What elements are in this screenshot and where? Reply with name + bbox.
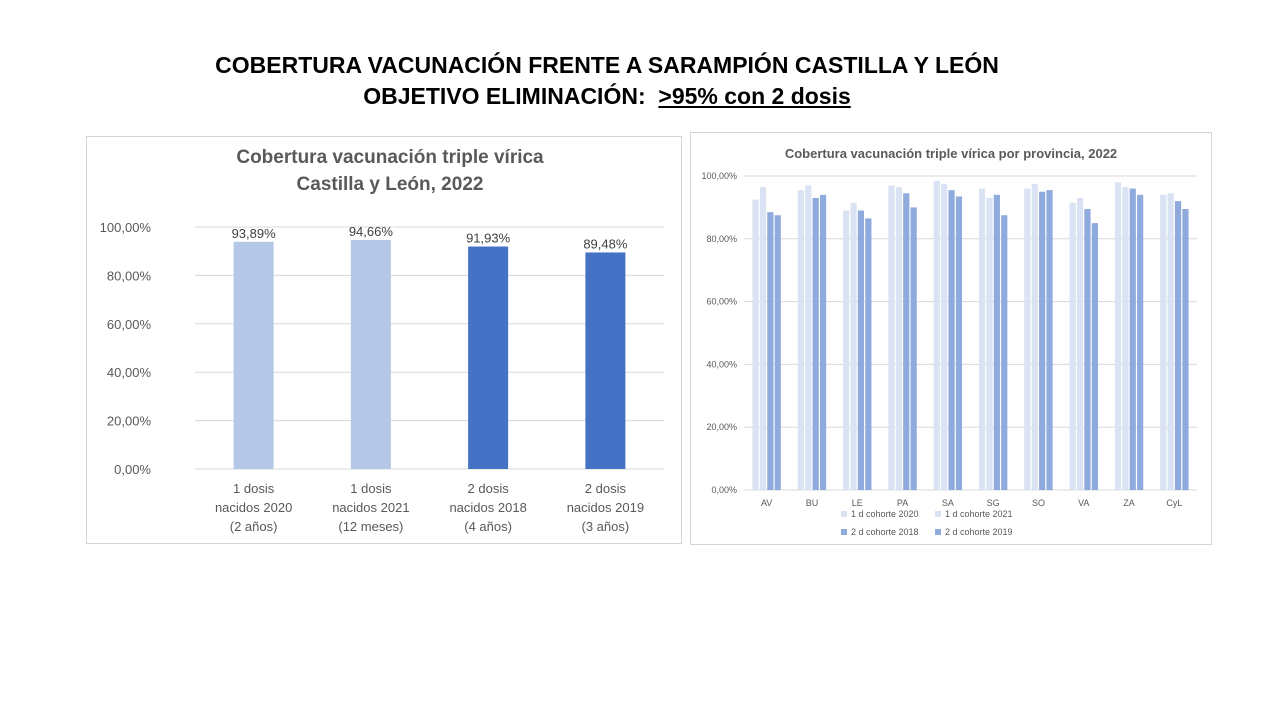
chart1-ytick-label: 40,00% — [106, 365, 151, 381]
chart2-bar — [813, 198, 819, 490]
chart2-bar — [1182, 209, 1188, 490]
chart2-bar — [1070, 203, 1076, 490]
chart2-bar — [865, 218, 871, 490]
chart1-ytick-label: 100,00% — [99, 220, 151, 235]
chart2-bar — [941, 184, 947, 490]
chart2-ytick-label: 40,00% — [706, 359, 737, 370]
chart2-legend-label: 1 d cohorte 2020 — [851, 509, 919, 519]
chart1-data-label: 93,89% — [231, 225, 276, 241]
chart2-bar — [888, 185, 894, 490]
chart1-category-label: nacidos 2021 — [332, 500, 410, 515]
chart1-category-label: (3 años) — [581, 519, 630, 534]
chart2-bar — [1039, 192, 1045, 490]
chart2-bar — [986, 198, 992, 490]
slide-title — [0, 50, 1214, 112]
province-coverage-chart-svg — [691, 133, 1211, 544]
province-coverage-chart — [690, 132, 1212, 545]
chart1-category-label: 2 dosis — [467, 481, 509, 496]
chart2-bar — [1024, 189, 1030, 490]
objective-target: >95% con 2 dosis — [658, 83, 851, 109]
chart2-bar — [1130, 189, 1136, 490]
chart1-ytick-label: 60,00% — [106, 316, 151, 332]
regional-coverage-chart-svg — [87, 137, 681, 543]
slide-title-line2 — [0, 81, 1214, 112]
chart1-ytick-label: 80,00% — [106, 268, 151, 284]
chart2-bar — [911, 207, 917, 490]
chart2-bar — [1175, 201, 1181, 490]
chart2-legend-label: 2 d cohorte 2019 — [945, 527, 1013, 537]
chart2-ytick-label: 0,00% — [711, 485, 737, 495]
chart2-ytick-label: 60,00% — [706, 296, 737, 307]
chart2-bar — [1137, 195, 1143, 490]
chart2-category-label: PA — [896, 498, 909, 508]
chart2-bar — [752, 200, 758, 490]
chart2-legend-label: 1 d cohorte 2021 — [945, 509, 1013, 519]
objective-label: OBJETIVO ELIMINACIÓN: — [363, 83, 646, 109]
chart1-subtitle: Castilla y León, 2022 — [296, 174, 484, 195]
chart2-bar — [948, 190, 954, 490]
chart2-bar — [1092, 223, 1098, 490]
chart2-legend-label: 2 d cohorte 2018 — [851, 527, 919, 537]
chart2-bar — [979, 189, 985, 490]
chart1-category-label: nacidos 2020 — [214, 500, 293, 515]
chart2-legend-swatch — [935, 529, 941, 535]
chart1-bar — [234, 242, 274, 469]
chart2-category-label: ZA — [1123, 498, 1135, 508]
chart1-category-label: (2 años) — [229, 519, 278, 534]
regional-coverage-chart — [86, 136, 682, 544]
chart2-ytick-label: 100,00% — [701, 171, 737, 181]
chart1-bar — [351, 240, 391, 469]
chart2-bar — [1115, 182, 1121, 490]
chart2-bar — [1084, 209, 1090, 490]
chart2-bar — [903, 193, 909, 490]
chart2-legend-swatch — [841, 529, 847, 535]
chart1-category-label: nacidos 2019 — [566, 500, 645, 515]
chart2-bar — [820, 195, 826, 490]
chart2-bar — [775, 215, 781, 490]
chart2-category-label: VA — [1078, 498, 1090, 508]
chart2-category-label: AV — [760, 498, 773, 508]
slide-title-line1: COBERTURA VACUNACIÓN FRENTE A SARAMPIÓN CASTILLA Y LEÓN — [215, 52, 999, 78]
chart2-category-label: LE — [851, 498, 863, 508]
chart1-ytick-label: 20,00% — [106, 413, 151, 429]
chart2-ytick-label: 20,00% — [706, 422, 737, 433]
chart2-bar — [760, 187, 766, 490]
chart2-bar — [956, 196, 962, 490]
chart1-bar — [468, 247, 508, 469]
chart2-bar — [994, 195, 1000, 490]
chart1-category-label: 1 dosis — [233, 481, 275, 496]
chart2-bar — [1077, 198, 1083, 490]
chart1-category-label: (4 años) — [464, 519, 512, 534]
chart1-data-label: 94,66% — [348, 223, 393, 239]
chart2-bar — [767, 212, 773, 490]
chart2-bar — [798, 190, 804, 490]
chart2-bar — [1032, 184, 1038, 490]
chart2-category-label: SO — [1031, 498, 1045, 508]
chart2-legend-swatch — [935, 511, 941, 517]
chart2-bar — [1168, 193, 1174, 490]
chart1-data-label: 89,48% — [583, 236, 628, 252]
chart1-category-label: 2 dosis — [584, 481, 626, 496]
chart2-category-label: CyL — [1166, 498, 1183, 508]
chart2-bar — [896, 187, 902, 490]
chart2-bar — [858, 211, 864, 490]
chart2-category-label: SG — [986, 498, 1000, 508]
chart2-bar — [1122, 187, 1128, 490]
chart2-bar — [850, 203, 856, 490]
chart1-category-label: 1 dosis — [350, 481, 392, 496]
chart2-category-label: SA — [941, 498, 954, 508]
chart1-bar — [585, 252, 625, 469]
chart2-bar — [805, 185, 811, 490]
chart1-data-label: 91,93% — [466, 230, 511, 246]
chart1-title: Cobertura vacunación triple vírica — [236, 147, 544, 168]
chart1-category-label: nacidos 2018 — [449, 500, 527, 515]
chart1-ytick-label: 0,00% — [114, 462, 151, 477]
chart2-bar — [1160, 195, 1166, 490]
chart2-title: Cobertura vacunación triple vírica por provincia, 2022 — [784, 146, 1118, 161]
chart1-category-label: (12 meses) — [338, 519, 404, 534]
chart2-legend-swatch — [841, 511, 847, 517]
chart2-bar — [843, 211, 849, 490]
chart2-ytick-label: 80,00% — [706, 233, 737, 244]
chart2-bar — [934, 181, 940, 490]
chart2-bar — [1046, 190, 1052, 490]
chart2-bar — [1001, 215, 1007, 490]
chart2-category-label: BU — [805, 498, 819, 508]
